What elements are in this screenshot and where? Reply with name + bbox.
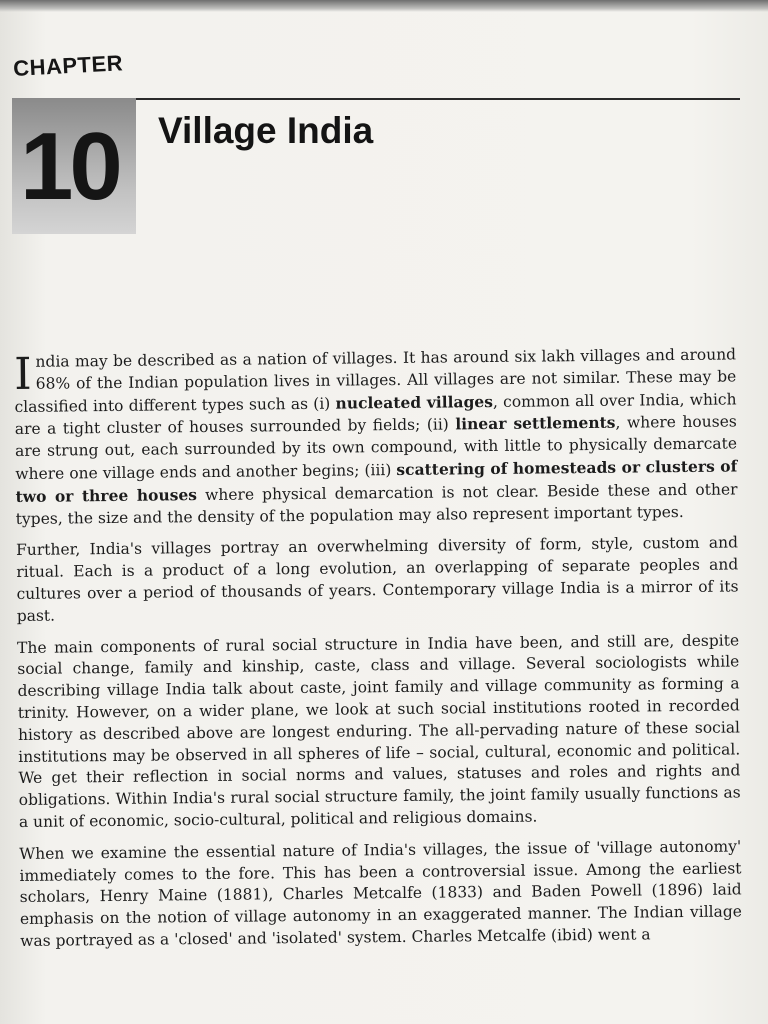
paragraph-1-text-c: , where houses are strung out, each surrounded by its own compound, with little to physically demarcate where one village ends and another begins; (iii) xyxy=(14,412,738,483)
paragraph-1-text-a: ndia may be described as a nation of villages. It has around six lakh villages and around 68% of the Indian population lives in villages. All villages are not similar. These may be classified into different types such as (i) xyxy=(14,345,737,416)
header-rule xyxy=(126,98,740,100)
paragraph-2: Further, India's villages portray an overwhelming diversity of form, style, custom and ritual. Each is a product of a long evolution, an overlapping of separate peoples and cultures over a period of thousands of years. Contemporary village India is a mirror of its past. xyxy=(15,533,739,625)
paragraph-1-text-b: , common all over India, which are a tight cluster of houses surrounded by fields; (ii) xyxy=(14,390,737,439)
chapter-label: CHAPTER xyxy=(12,50,124,82)
term-scattering-of-homesteads: scattering of homesteads or clusters of two or three houses xyxy=(15,456,738,506)
chapter-number: 10 xyxy=(20,113,119,220)
paragraph-4: When we examine the essential nature of India's villages, the issue of 'village autonomy' immediately comes to the fore. This has been a controversial issue. Among the earliest scholars, Henry Maine (1881), Charles Metcalfe (1833) and Baden Powell (1896) laid emphasis on the notion of village autonomy in an exaggerated manner. The Indian village was portrayed as a 'closed' and 'isolated' system. Charles Metcalfe (ibid) went a xyxy=(19,837,742,950)
paragraph-1 xyxy=(14,344,738,530)
page-top-edge xyxy=(0,0,768,12)
term-nucleated-villages: nucleated villages xyxy=(335,391,494,413)
paragraph-1-text-d: where physical demarcation is not clear. Beside these and other types, the size and the density of the population may also represent important types. xyxy=(15,480,738,528)
chapter-number-box xyxy=(12,98,136,234)
drop-cap: I xyxy=(13,348,32,400)
term-linear-settlements: linear settlements xyxy=(455,413,616,434)
paragraph-3: The main components of rural social structure in India have been, and still are, despite social change, family and kinship, caste, class and village. Several sociologists while describing village India talk about caste, joint family and village community as forming a trinity. However, on a wider plane, we look at such social institutions rooted in recorded history as described above are longest enduring. The all-pervading nature of these social institutions may be observed in all spheres of life – social, cultural, economic and political. We get their reflection in social norms and values, statuses and roles and rights and obligations. Within India's rural social structure family, the joint family usually functions as a unit of economic, socio-cultural, political and religious domains. xyxy=(17,630,741,831)
body-text xyxy=(14,344,742,962)
chapter-title: Village India xyxy=(158,110,374,151)
